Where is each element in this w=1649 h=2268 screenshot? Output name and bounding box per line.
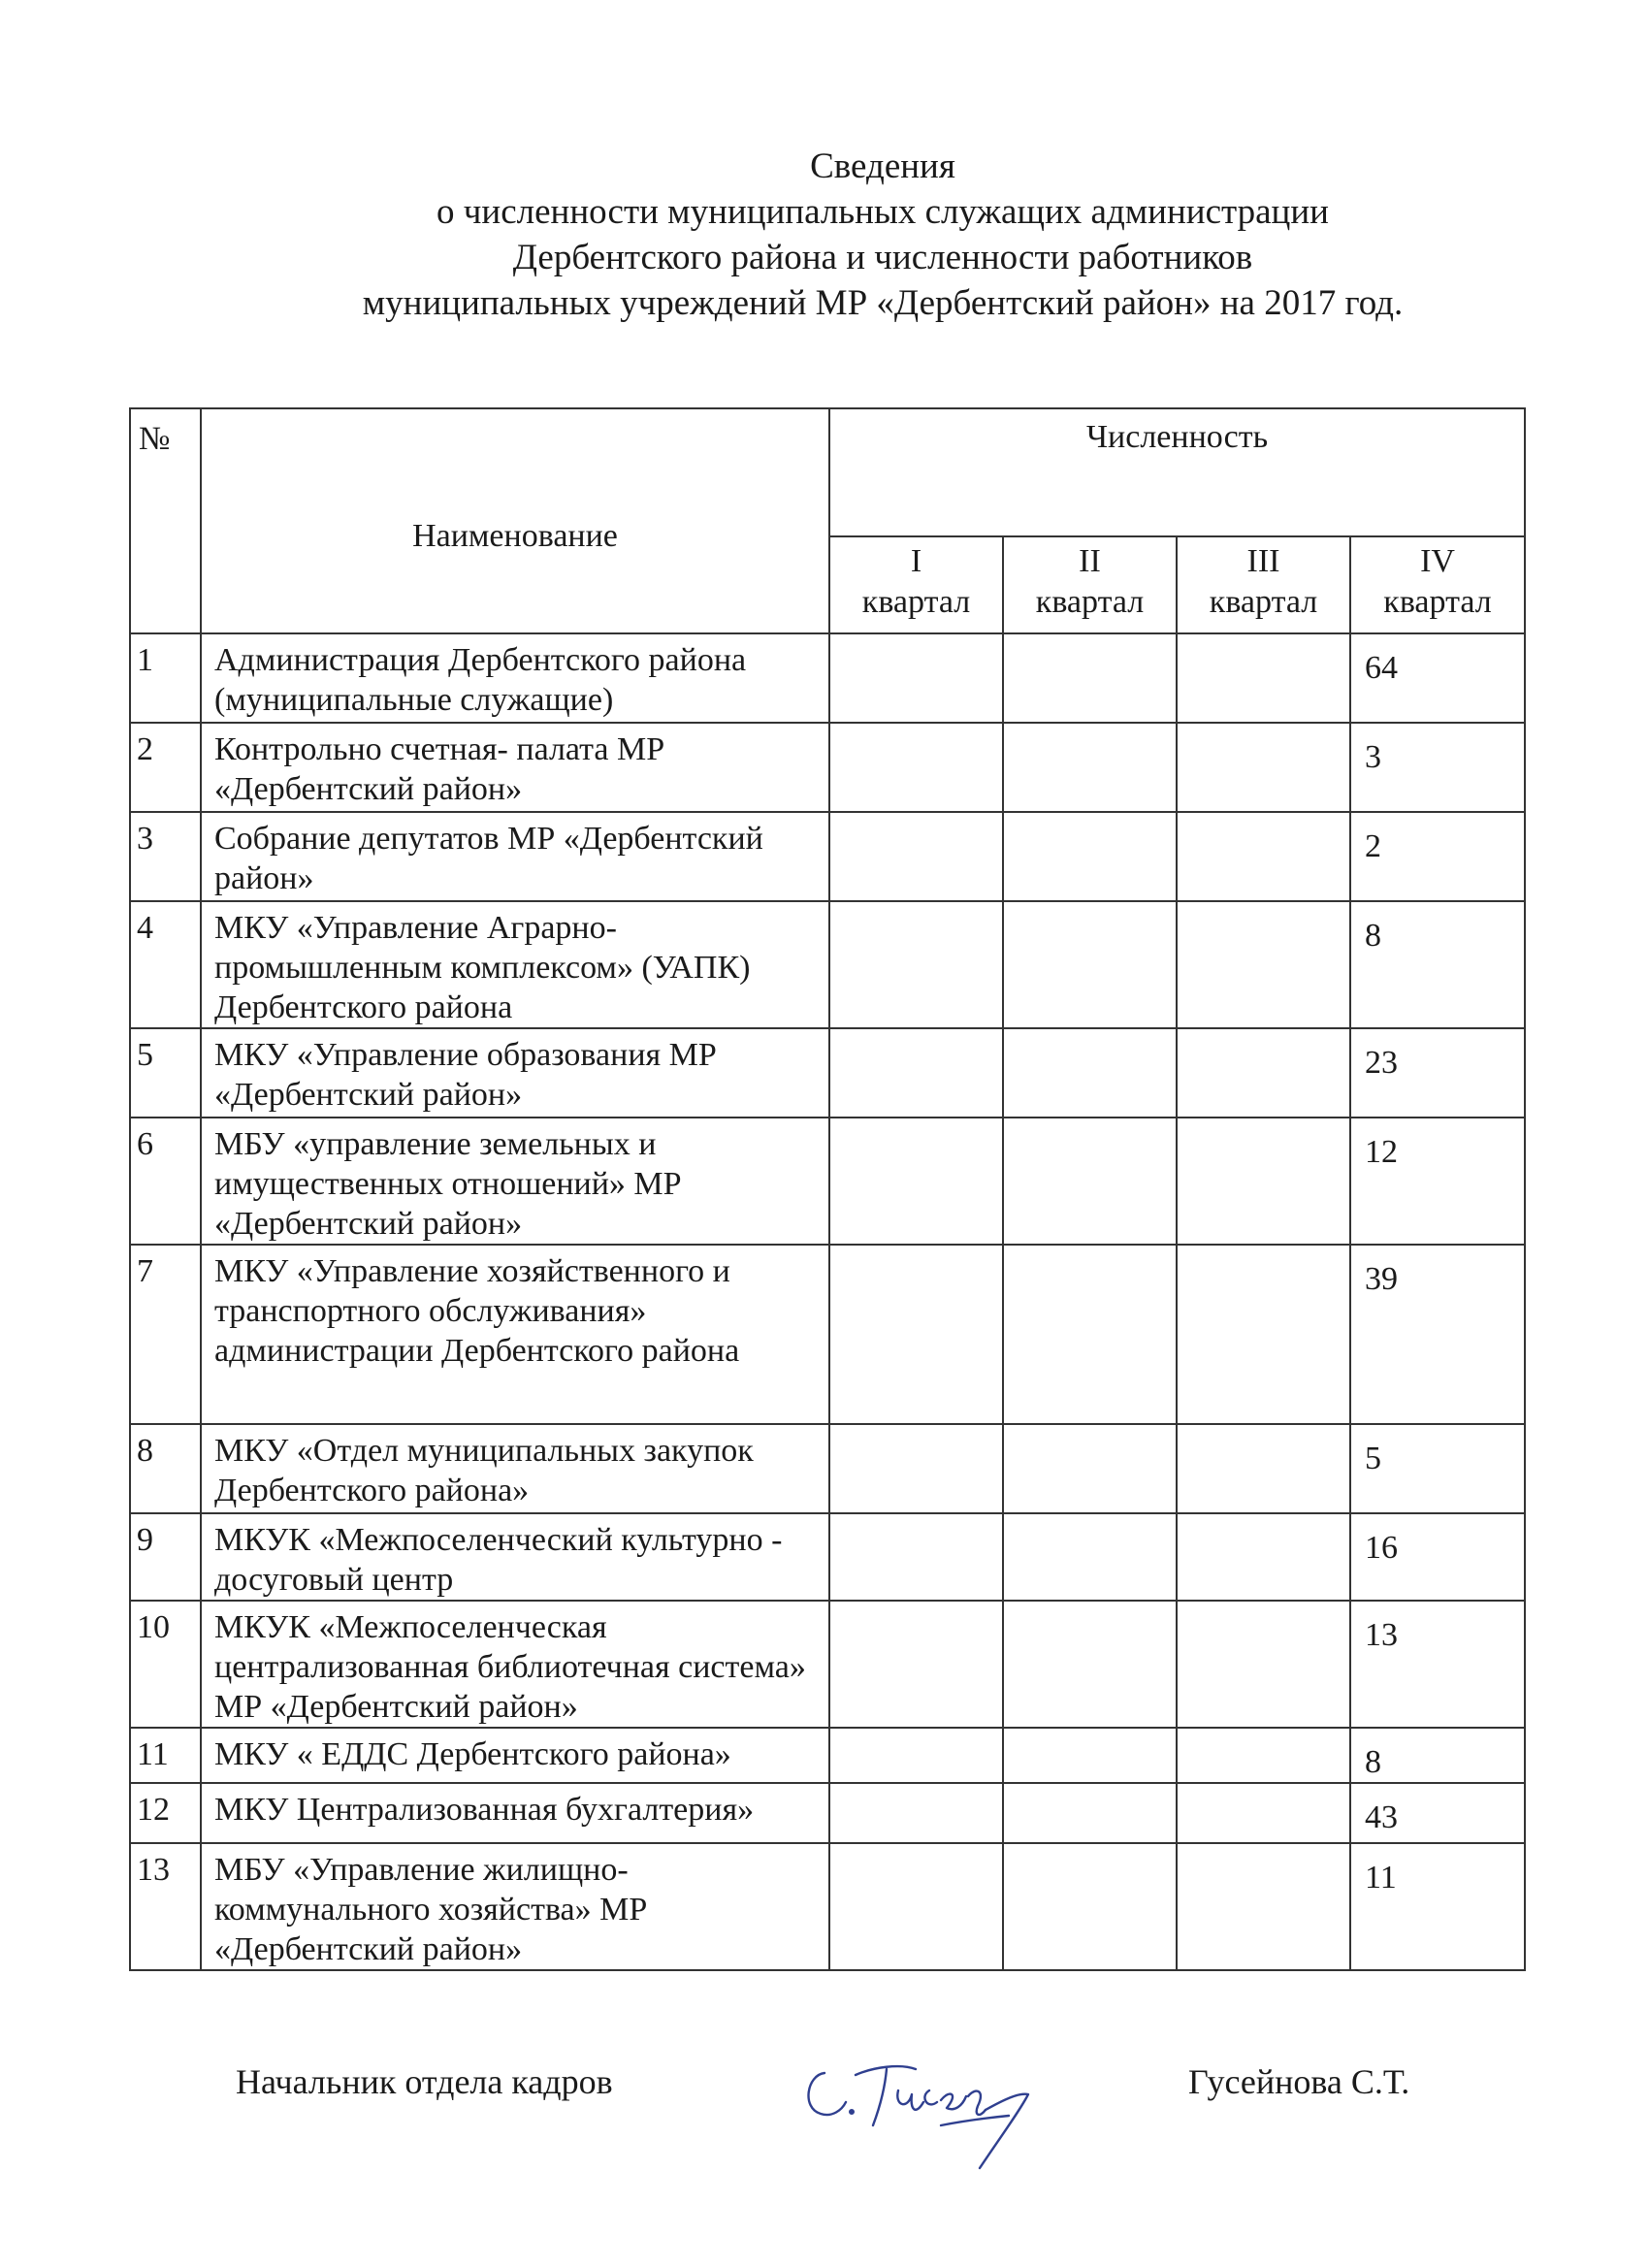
row-name: МБУ «управление земельных и имущественных отношений» МР «Дербентский район» xyxy=(201,1118,829,1245)
row-q1 xyxy=(829,1245,1003,1424)
row-q2 xyxy=(1003,1424,1177,1513)
row-number: 11 xyxy=(130,1728,201,1783)
row-q2 xyxy=(1003,1783,1177,1843)
signer-name: Гусейнова С.Т. xyxy=(1188,2062,1410,2101)
row-number: 5 xyxy=(130,1028,201,1118)
table-row xyxy=(130,812,1525,901)
table-row xyxy=(130,1245,1525,1424)
row-q2 xyxy=(1003,1245,1177,1424)
row-q4: 8 xyxy=(1350,901,1525,1028)
row-q3 xyxy=(1177,1783,1350,1843)
row-name: Контрольно счетная- палата МР «Дербентский район» xyxy=(201,723,829,812)
row-q3 xyxy=(1177,1118,1350,1245)
row-q3 xyxy=(1177,1245,1350,1424)
table-row xyxy=(130,723,1525,812)
title-line-1: Сведения xyxy=(810,146,955,186)
row-q3 xyxy=(1177,901,1350,1028)
row-name: Администрация Дербентского района (муниципальные служащие) xyxy=(201,633,829,723)
row-number: 12 xyxy=(130,1783,201,1843)
row-q2 xyxy=(1003,1728,1177,1783)
row-q4: 13 xyxy=(1350,1601,1525,1728)
row-number: 13 xyxy=(130,1843,201,1970)
header-number: № xyxy=(130,408,201,633)
row-name: МКУК «Межпоселенческий культурно - досуговый центр xyxy=(201,1513,829,1601)
row-name: МБУ «Управление жилищно-коммунального хозяйства» МР «Дербентский район» xyxy=(201,1843,829,1970)
row-q2 xyxy=(1003,901,1177,1028)
row-q3 xyxy=(1177,812,1350,901)
document-title xyxy=(0,144,1649,326)
row-name: МКУ Централизованная бухгалтерия» xyxy=(201,1783,829,1843)
row-q4: 43 xyxy=(1350,1783,1525,1843)
row-q3 xyxy=(1177,633,1350,723)
row-number: 9 xyxy=(130,1513,201,1601)
table-row xyxy=(130,1728,1525,1783)
row-q1 xyxy=(829,1424,1003,1513)
row-number: 7 xyxy=(130,1245,201,1424)
row-name: МКУ « ЕДДС Дербентского района» xyxy=(201,1728,829,1783)
header-name: Наименование xyxy=(201,408,829,633)
row-q1 xyxy=(829,1028,1003,1118)
row-q2 xyxy=(1003,1118,1177,1245)
row-q4: 16 xyxy=(1350,1513,1525,1601)
title-line-4: муниципальных учреждений МР «Дербентский район» на 2017 год. xyxy=(362,283,1404,323)
row-q3 xyxy=(1177,1601,1350,1728)
row-q4: 2 xyxy=(1350,812,1525,901)
row-q1 xyxy=(829,1783,1003,1843)
row-q3 xyxy=(1177,1028,1350,1118)
table-row xyxy=(130,1513,1525,1601)
table-row xyxy=(130,1424,1525,1513)
row-q4: 23 xyxy=(1350,1028,1525,1118)
table-row xyxy=(130,1601,1525,1728)
row-number: 10 xyxy=(130,1601,201,1728)
signature xyxy=(795,2032,1048,2187)
row-number: 3 xyxy=(130,812,201,901)
row-q3 xyxy=(1177,723,1350,812)
row-q3 xyxy=(1177,1843,1350,1970)
staff-count-table xyxy=(129,407,1526,1971)
row-q4: 12 xyxy=(1350,1118,1525,1245)
row-q4: 8 xyxy=(1350,1728,1525,1783)
row-q1 xyxy=(829,723,1003,812)
row-q1 xyxy=(829,633,1003,723)
table-row xyxy=(130,1118,1525,1245)
row-name: МКУ «Управление образования МР «Дербентский район» xyxy=(201,1028,829,1118)
row-number: 1 xyxy=(130,633,201,723)
row-name: МКУК «Межпоселенческая централизованная библиотечная система» МР «Дербентский район» xyxy=(201,1601,829,1728)
header-q4: IV квартал xyxy=(1350,536,1525,633)
row-number: 6 xyxy=(130,1118,201,1245)
row-name: МКУ «Управление Аграрно-промышленным комплексом» (УАПК) Дербентского района xyxy=(201,901,829,1028)
row-q2 xyxy=(1003,723,1177,812)
table-row xyxy=(130,1783,1525,1843)
row-q2 xyxy=(1003,1843,1177,1970)
row-q3 xyxy=(1177,1513,1350,1601)
row-q1 xyxy=(829,1843,1003,1970)
header-q2: II квартал xyxy=(1003,536,1177,633)
row-q1 xyxy=(829,1513,1003,1601)
row-number: 8 xyxy=(130,1424,201,1513)
row-q1 xyxy=(829,812,1003,901)
table-row xyxy=(130,901,1525,1028)
table-row xyxy=(130,633,1525,723)
header-q1: I квартал xyxy=(829,536,1003,633)
row-q2 xyxy=(1003,1601,1177,1728)
row-q4: 3 xyxy=(1350,723,1525,812)
row-q1 xyxy=(829,1118,1003,1245)
row-q1 xyxy=(829,901,1003,1028)
row-q2 xyxy=(1003,1513,1177,1601)
row-q2 xyxy=(1003,633,1177,723)
row-number: 2 xyxy=(130,723,201,812)
row-q4: 5 xyxy=(1350,1424,1525,1513)
row-q4: 11 xyxy=(1350,1843,1525,1970)
table-row xyxy=(130,1843,1525,1970)
row-name: Собрание депутатов МР «Дербентский район» xyxy=(201,812,829,901)
row-q4: 39 xyxy=(1350,1245,1525,1424)
title-line-2: о численности муниципальных служащих администрации xyxy=(436,192,1329,232)
header-q3: III квартал xyxy=(1177,536,1350,633)
row-name: МКУ «Отдел муниципальных закупок Дербентского района» xyxy=(201,1424,829,1513)
row-number: 4 xyxy=(130,901,201,1028)
row-name: МКУ «Управление хозяйственного и транспортного обслуживания» администрации Дербентского района xyxy=(201,1245,829,1424)
row-q3 xyxy=(1177,1424,1350,1513)
row-q1 xyxy=(829,1601,1003,1728)
row-q4: 64 xyxy=(1350,633,1525,723)
header-count: Численность xyxy=(829,408,1525,536)
title-line-3: Дербентского района и численности работников xyxy=(512,238,1253,277)
table-row xyxy=(130,1028,1525,1118)
row-q2 xyxy=(1003,1028,1177,1118)
row-q2 xyxy=(1003,812,1177,901)
row-q1 xyxy=(829,1728,1003,1783)
signer-position: Начальник отдела кадров xyxy=(236,2062,613,2101)
row-q3 xyxy=(1177,1728,1350,1783)
